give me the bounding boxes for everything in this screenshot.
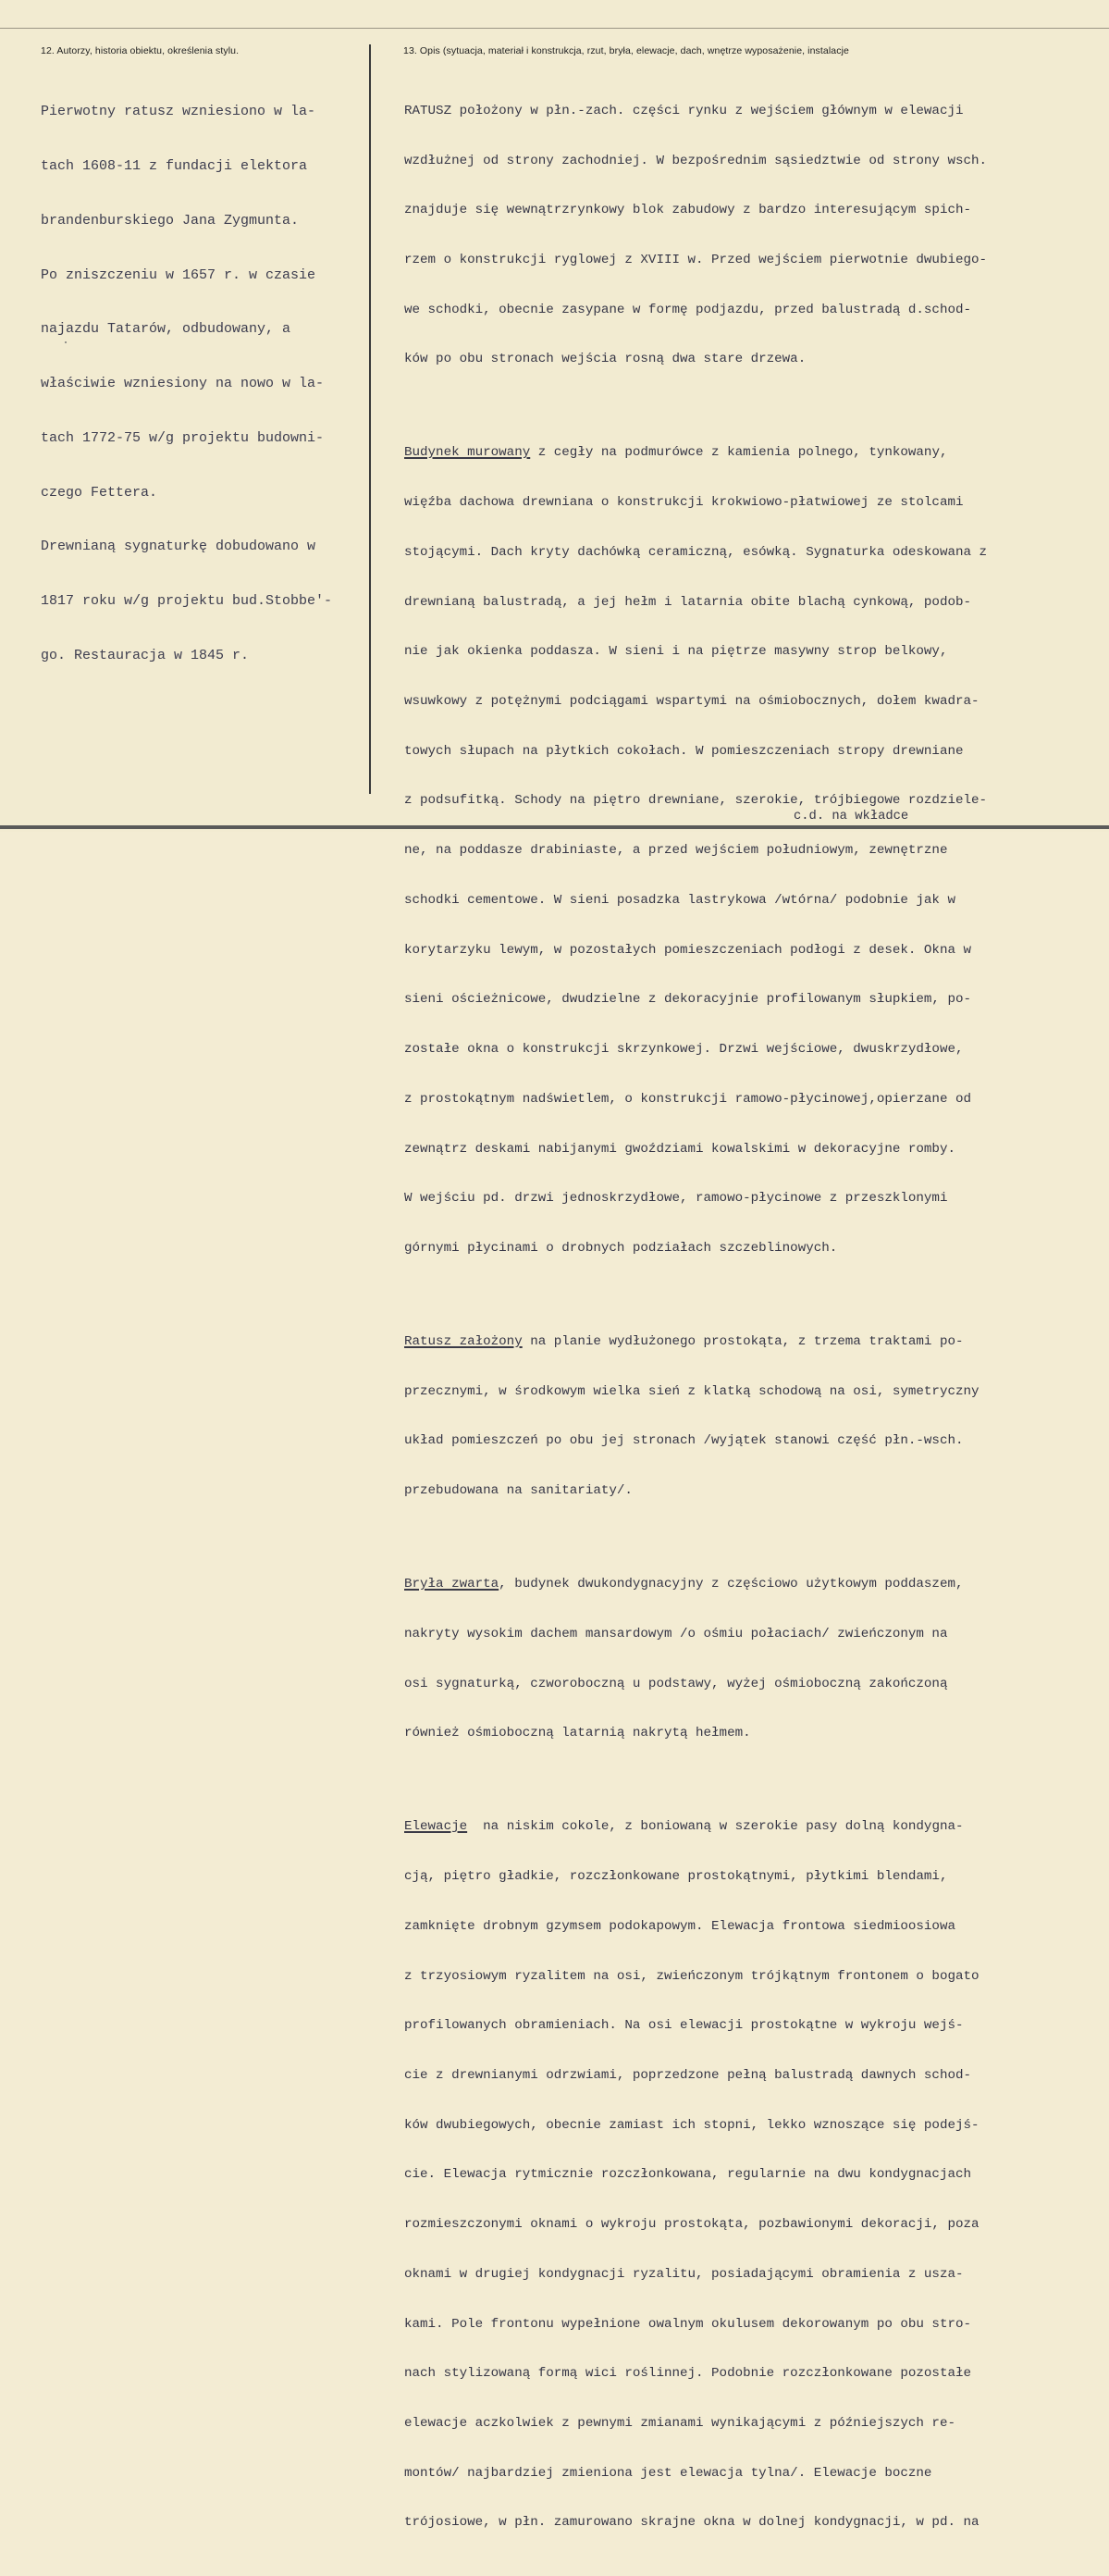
- bottom-rule: [0, 825, 1109, 829]
- description-line: kami. Pole frontonu wypełnione owalnym okulusem dekorowanym po obu stro-: [404, 2316, 971, 2332]
- history-line: 1817 roku w/g projektu bud.Stobbe'-: [41, 593, 333, 610]
- description-line: górnymi płycinami o drobnych podziałach szczeblinowych.: [404, 1240, 838, 1256]
- description-text: [404, 70, 1107, 2576]
- paragraph-massing: [404, 1543, 1107, 1776]
- underlined-heading: Bryła zwarta: [404, 1577, 499, 1592]
- description-line: schodki cementowe. W sieni posadzka lastrykowa /wtórna/ podobnie jak w: [404, 892, 955, 908]
- description-line: nakryty wysokim dachem mansardowym /o ośmiu połaciach/ zwieńczonym na: [404, 1626, 948, 1641]
- description-line: towych słupach na płytkich cokołach. W pomieszczeniach stropy drewniane: [404, 743, 964, 759]
- description-line: zamknięte drobnym gzymsem podokapowym. Elewacja frontowa siedmioosiowa: [404, 1918, 955, 1934]
- description-line: zewnątrz deskami nabijanymi gwoździami kowalskimi w dekoracyjne romby.: [404, 1141, 955, 1157]
- description-line: osi sygnaturką, czworoboczną u podstawy, wyżej ośmioboczną zakończoną: [404, 1676, 948, 1691]
- paragraph-location: [404, 70, 1107, 402]
- heading-continuation: z cegły na podmurówce z kamienia polnego, tynkowany,: [530, 445, 948, 461]
- history-line: Po zniszczeniu w 1657 r. w czasie: [41, 266, 316, 283]
- history-line: go. Restauracja w 1845 r.: [41, 648, 250, 663]
- heading-continuation: na niskim cokole, z boniowaną w szerokie pasy dolną kondygna-: [467, 1819, 964, 1835]
- description-line: również ośmioboczną latarnią nakrytą hełmem.: [404, 1726, 751, 1741]
- paragraph-elevations: [404, 1787, 1107, 2566]
- history-line: brandenburskiego Jana Zygmunta.: [41, 212, 300, 229]
- history-line: właściwie wzniesiony na nowo w la-: [41, 376, 325, 392]
- description-line: z trzyosiowym ryzalitem na osi, zwieńczonym trójkątnym frontonem o bogato: [404, 1968, 980, 1984]
- description-line: korytarzyku lewym, w pozostałych pomieszczeniach podłogi z desek. Okna w: [404, 942, 971, 958]
- description-line: ne, na poddasze drabiniaste, a przed wejściem południowym, zewnętrzne: [404, 843, 948, 859]
- history-line: tach 1608-11 z fundacji elektora: [41, 157, 308, 174]
- description-line: [404, 1819, 1107, 1836]
- heading-continuation: , budynek dwukondygnacyjny z częściowo użytkowym poddaszem,: [499, 1577, 964, 1592]
- column-divider: [369, 44, 371, 794]
- history-line: tach 1772-75 w/g projektu budowni-: [41, 429, 325, 446]
- description-line: przecznymi, w środkowym wielka sień z klatką schodową na osi, symetryczny: [404, 1383, 980, 1399]
- description-line: ków dwubiegowych, obecnie zamiast ich stopni, lekko wznoszące się podejś-: [404, 2117, 980, 2133]
- ink-dot: [65, 341, 67, 343]
- history-line: najazdu Tatarów, odbudowany, a: [41, 321, 291, 338]
- description-line: rozmieszczonymi oknami o wykroju prostokąta, pozbawionymi dekoracji, poza: [404, 2217, 980, 2233]
- description-line: sieni ościeżnicowe, dwudzielne z dekoracyjnie profilowanym słupkiem, po-: [404, 992, 971, 1008]
- paragraph-building: [404, 413, 1107, 1291]
- underlined-heading: Budynek murowany: [404, 445, 531, 461]
- description-line: elewacje aczkolwiek z pewnymi zmianami wynikającymi z późniejszych re-: [404, 2415, 955, 2431]
- description-line: zostałe okna o konstrukcji skrzynkowej. Drzwi wejściowe, dwuskrzydłowe,: [404, 1042, 964, 1058]
- description-line: drewnianą balustradą, a jej hełm i latarnia obite blachą cynkową, podob-: [404, 594, 971, 610]
- description-line: cją, piętro gładkie, rozczłonkowane prostokątnymi, płytkimi blendami,: [404, 1869, 948, 1885]
- description-line: więźba dachowa drewniana o konstrukcji krokwiowo-płatwiowej ze stolcami: [404, 495, 964, 511]
- description-line: RATUSZ położony w płn.-zach. części rynku z wejściem głównym w elewacji: [404, 103, 964, 118]
- description-line: W wejściu pd. drzwi jednoskrzydłowe, ramowo-płycinowe z przeszklonymi: [404, 1191, 948, 1207]
- description-line: przebudowana na sanitariaty/.: [404, 1483, 633, 1499]
- top-rule: [0, 28, 1109, 29]
- description-line: oknami w drugiej kondygnacji ryzalitu, posiadającymi obramienia z uszа-: [404, 2266, 964, 2282]
- description-line: [404, 1577, 1107, 1593]
- description-line: z prostokątnym nadświetlem, o konstrukcji ramowo-płycinowej,opierzane od: [404, 1091, 971, 1107]
- description-line: wsuwkowy z potężnymi podciągami wspartymi na ośmiobocznych, dołem kwadra-: [404, 694, 980, 710]
- description-line: trójosiowe, w płn. zamurowano skrajne okna w dolnej kondygnacji, w pd. na: [404, 2515, 980, 2531]
- description-line: nach stylizowaną formą wici roślinnej. Podobnie rozczłonkowane pozostałe: [404, 2366, 971, 2382]
- history-text: [41, 67, 364, 701]
- paragraph-plan: [404, 1301, 1107, 1533]
- description-line: z podsufitką. Schody na piętro drewniane, szerokie, trójbiegowe rozdziele-: [404, 793, 988, 809]
- description-line: znajduje się wewnątrzrynkowy blok zabudowy z bardzo interesującym spich-: [404, 203, 971, 218]
- underlined-heading: Ratusz założony: [404, 1333, 523, 1349]
- section-13-heading: 13. Opis (sytuacja, materiał i konstrukcja, rzut, bryła, elewacje, dach, wnętrze wyposażenie, instalacje: [403, 45, 849, 56]
- description-line: [404, 445, 1107, 462]
- description-line: montów/ najbardziej zmieniona jest elewacja tylna/. Elewacje boczne: [404, 2465, 932, 2481]
- description-line: cie. Elewacja rytmicznie rozczłonkowana, regularnie na dwu kondygnacjach: [404, 2167, 971, 2183]
- description-line: profilowanych obramieniach. Na osi elewacji prostokątne w wykroju wejś-: [404, 2018, 964, 2034]
- history-line: Drewnianą sygnaturkę dobudowano w: [41, 539, 316, 555]
- description-line: układ pomieszczeń po obu jej stronach /wyjątek stanowi część płn.-wsch.: [404, 1433, 964, 1449]
- description-line: we schodki, obecnie zasypane w formę podjazdu, przed balustradą d.schod-: [404, 302, 971, 317]
- description-line: wzdłużnej od strony zachodniej. W bezpośrednim sąsiedztwie od strony wsch.: [404, 153, 988, 168]
- history-line: Pierwotny ratusz wzniesiono w la-: [41, 104, 316, 120]
- underlined-heading: Elewacje: [404, 1819, 468, 1835]
- description-line: nie jak okienka poddasza. W sieni i na piętrze masywny strop belkowy,: [404, 644, 948, 660]
- history-line: czego Fettera.: [41, 484, 158, 501]
- description-line: [404, 1334, 1107, 1351]
- description-line: stojącymi. Dach kryty dachówką ceramiczną, esówką. Sygnaturka odeskowana z: [404, 544, 988, 560]
- description-line: cie z drewnianymi odrzwiami, poprzedzone pełną balustradą dawnych schod-: [404, 2067, 971, 2083]
- description-line: ków po obu stronach wejścia rosną dwa stare drzewa.: [404, 352, 807, 367]
- heading-continuation: na planie wydłużonego prostokąta, z trzema traktami po-: [522, 1333, 964, 1349]
- continuation-note: c.d. na wkładce: [794, 810, 909, 824]
- description-line: rzem o konstrukcji ryglowej z XVIII w. Przed wejściem pierwotnie dwubiego-: [404, 252, 988, 267]
- section-12-heading: 12. Autorzy, historia obiektu, określenia stylu.: [41, 45, 240, 56]
